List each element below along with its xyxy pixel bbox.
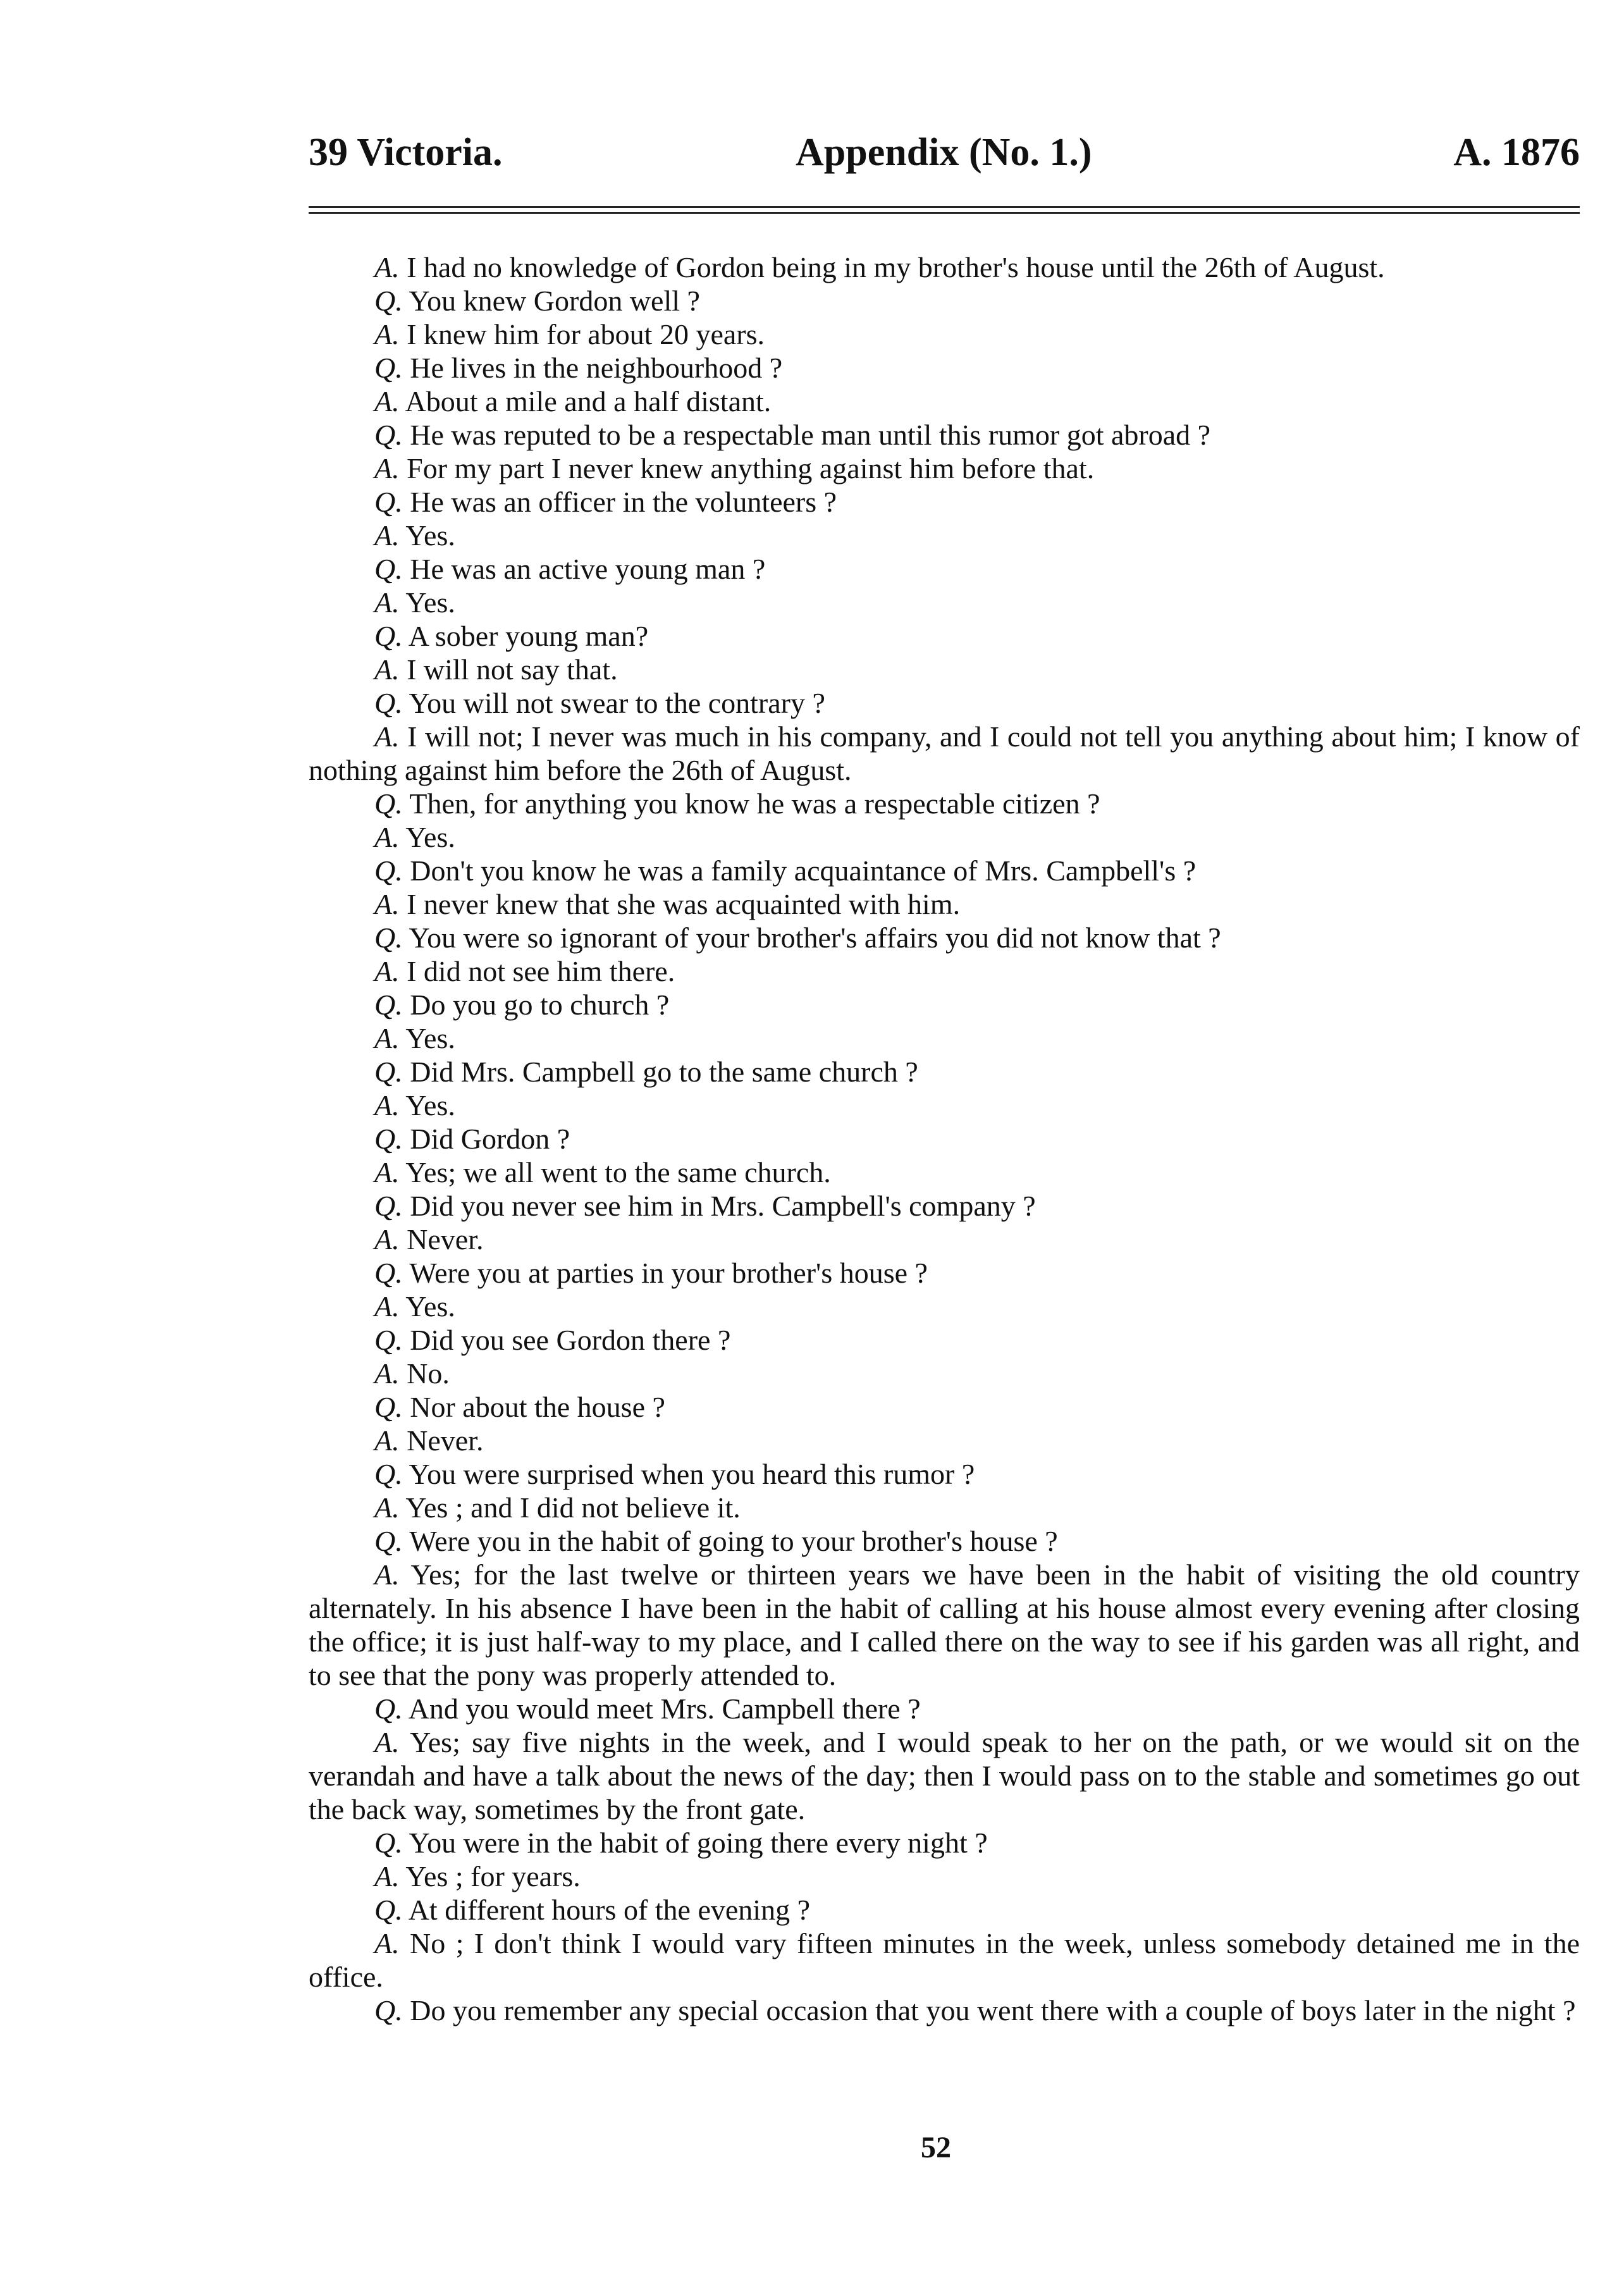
speaker-label: Q.: [374, 922, 403, 954]
question-line: [309, 1256, 1580, 1290]
utterance-text: Were you in the habit of going to your brother's house ?: [409, 1525, 1058, 1557]
speaker-label: A.: [374, 720, 400, 753]
utterance-text: Did Gordon ?: [410, 1123, 570, 1155]
answer-line: [309, 452, 1580, 485]
question-line: [309, 1323, 1580, 1357]
utterance-text: Yes.: [405, 1089, 455, 1121]
answer-line: [309, 1424, 1580, 1457]
header-session: 39 Victoria.: [309, 131, 503, 174]
answer-line: [309, 954, 1580, 988]
utterance-text: Do you remember any special occasion that you went there with a couple of boys later in the night ?: [410, 1994, 1576, 2026]
utterance-text: Yes.: [405, 821, 455, 853]
utterance-text: You will not swear to the contrary ?: [409, 687, 825, 719]
speaker-label: Q.: [374, 1123, 403, 1155]
speaker-label: Q.: [374, 352, 403, 384]
answer-line: [309, 1223, 1580, 1256]
answer-line: [309, 1156, 1580, 1189]
speaker-label: A.: [374, 888, 400, 920]
speaker-label: A.: [374, 1491, 400, 1524]
header-rule: [309, 206, 1580, 214]
utterance-text: At different hours of the evening ?: [408, 1894, 810, 1926]
question-line: [309, 552, 1580, 586]
question-line: [309, 1524, 1580, 1558]
utterance-text: No ; I don't think I would vary fifteen minutes in the week, unless somebody detained me in the office.: [309, 1927, 1580, 1993]
question-line: [309, 988, 1580, 1021]
question-line: [309, 1122, 1580, 1156]
speaker-label: Q.: [374, 285, 403, 317]
speaker-label: Q.: [374, 687, 403, 719]
speaker-label: A.: [374, 1357, 400, 1390]
testimony-body: [309, 250, 1580, 2027]
speaker-label: Q.: [374, 787, 403, 820]
question-line: [309, 686, 1580, 720]
utterance-text: You knew Gordon well ?: [409, 285, 700, 317]
answer-line: [309, 250, 1580, 284]
utterance-text: He lives in the neighbourhood ?: [410, 352, 783, 384]
utterance-text: You were surprised when you heard this rumor ?: [409, 1458, 975, 1490]
utterance-text: I had no knowledge of Gordon being in my brother's house until the 26th of August.: [407, 251, 1385, 283]
utterance-text: Yes.: [405, 519, 455, 552]
speaker-label: A.: [374, 1089, 400, 1121]
utterance-text: I will not; I never was much in his company, and I could not tell you anything about him; I know of nothing against him before the 26th of August.: [309, 720, 1580, 786]
speaker-label: A.: [374, 1223, 400, 1255]
speaker-label: Q.: [374, 553, 403, 585]
utterance-text: You were so ignorant of your brother's affairs you did not know that ?: [409, 922, 1221, 954]
utterance-text: Yes.: [405, 1022, 455, 1054]
question-line: [309, 485, 1580, 519]
utterance-text: I did not see him there.: [407, 955, 675, 987]
utterance-text: About a mile and a half distant.: [405, 385, 772, 417]
answer-line: [309, 586, 1580, 619]
speaker-label: A.: [374, 1558, 400, 1591]
header-appendix: Appendix (No. 1.): [796, 131, 1092, 174]
speaker-label: A.: [374, 653, 400, 686]
speaker-label: Q.: [374, 1525, 403, 1557]
speaker-label: Q.: [374, 1190, 403, 1222]
speaker-label: Q.: [374, 1391, 403, 1423]
speaker-label: A.: [374, 1860, 400, 1892]
speaker-label: A.: [374, 519, 400, 552]
answer-line: [309, 519, 1580, 552]
utterance-text: Nor about the house ?: [410, 1391, 665, 1423]
question-line: [309, 1055, 1580, 1089]
question-line: [309, 854, 1580, 887]
utterance-text: Yes ; for years.: [405, 1860, 581, 1892]
speaker-label: Q.: [374, 1827, 403, 1859]
answer-line: [309, 1491, 1580, 1524]
question-line: [309, 1994, 1580, 2027]
speaker-label: Q.: [374, 486, 403, 518]
answer-line: [309, 820, 1580, 854]
header-year: A. 1876: [1453, 131, 1580, 174]
speaker-label: A.: [374, 385, 400, 417]
utterance-text: I will not say that.: [407, 653, 618, 686]
speaker-label: A.: [374, 452, 400, 484]
speaker-label: A.: [374, 1424, 400, 1457]
speaker-label: A.: [374, 821, 400, 853]
question-line: [309, 1189, 1580, 1223]
utterance-text: Did Mrs. Campbell go to the same church ?: [410, 1056, 918, 1088]
utterance-text: A sober young man?: [408, 620, 649, 652]
page-number: 52: [921, 2131, 951, 2164]
question-line: [309, 619, 1580, 653]
speaker-label: Q.: [374, 620, 403, 652]
answer-line: [309, 1089, 1580, 1122]
question-line: [309, 418, 1580, 452]
utterance-text: Yes.: [405, 1290, 455, 1323]
question-line: [309, 787, 1580, 820]
answer-line: [309, 1021, 1580, 1055]
utterance-text: Do you go to church ?: [410, 989, 670, 1021]
answer-line: [309, 318, 1580, 351]
utterance-text: Yes.: [405, 586, 455, 619]
speaker-label: Q.: [374, 1056, 403, 1088]
speaker-label: Q.: [374, 419, 403, 451]
answer-line: [309, 887, 1580, 921]
page-header: [309, 124, 1580, 181]
answer-line: [309, 385, 1580, 418]
speaker-label: A.: [374, 1927, 400, 1959]
utterance-text: Did you see Gordon there ?: [410, 1324, 731, 1356]
speaker-label: Q.: [374, 1693, 403, 1725]
answer-line: [309, 1860, 1580, 1893]
speaker-label: A.: [374, 1022, 400, 1054]
answer-line: [309, 1558, 1580, 1692]
utterance-text: Were you at parties in your brother's house ?: [409, 1257, 928, 1289]
speaker-label: Q.: [374, 1994, 403, 2026]
speaker-label: Q.: [374, 1458, 403, 1490]
utterance-text: Never.: [407, 1424, 484, 1457]
utterance-text: Don't you know he was a family acquaintance of Mrs. Campbell's ?: [410, 854, 1196, 887]
speaker-label: Q.: [374, 1324, 403, 1356]
utterance-text: Yes ; and I did not believe it.: [405, 1491, 741, 1524]
utterance-text: He was an officer in the volunteers ?: [410, 486, 837, 518]
speaker-label: Q.: [374, 989, 403, 1021]
speaker-label: A.: [374, 586, 400, 619]
answer-line: [309, 1357, 1580, 1390]
question-line: [309, 284, 1580, 318]
utterance-text: No.: [407, 1357, 450, 1390]
answer-line: [309, 1927, 1580, 1994]
speaker-label: A.: [374, 1156, 400, 1188]
speaker-label: Q.: [374, 854, 403, 887]
answer-line: [309, 653, 1580, 686]
answer-line: [309, 720, 1580, 787]
utterance-text: Yes; we all went to the same church.: [405, 1156, 831, 1188]
utterance-text: I never knew that she was acquainted with him.: [407, 888, 961, 920]
question-line: [309, 351, 1580, 385]
utterance-text: Yes; for the last twelve or thirteen years we have been in the habit of visiting the old country alternately. In his absence I have been in the habit of calling at his house almost every evening after closing the office; it is just half-way to my place, and I called there on the way to see if his garden was all right, and to see that the pony was properly attended to.: [309, 1558, 1580, 1691]
utterance-text: Then, for anything you know he was a respectable citizen ?: [409, 787, 1100, 820]
utterance-text: Did you never see him in Mrs. Campbell's company ?: [410, 1190, 1036, 1222]
speaker-label: Q.: [374, 1894, 403, 1926]
answer-line: [309, 1725, 1580, 1826]
speaker-label: A.: [374, 1290, 400, 1323]
speaker-label: A.: [374, 318, 400, 350]
question-line: [309, 1457, 1580, 1491]
question-line: [309, 1893, 1580, 1927]
utterance-text: You were in the habit of going there every night ?: [409, 1827, 988, 1859]
speaker-label: A.: [374, 1726, 400, 1758]
utterance-text: And you would meet Mrs. Campbell there ?: [408, 1693, 921, 1725]
utterance-text: He was reputed to be a respectable man until this rumor got abroad ?: [410, 419, 1211, 451]
speaker-label: Q.: [374, 1257, 403, 1289]
answer-line: [309, 1290, 1580, 1323]
speaker-label: A.: [374, 955, 400, 987]
question-line: [309, 1390, 1580, 1424]
utterance-text: Yes; say five nights in the week, and I would speak to her on the path, or we would sit on the verandah and have a talk about the news of the day; then I would pass on to the stable and sometimes go out the back way, sometimes by the front gate.: [309, 1726, 1580, 1825]
utterance-text: For my part I never knew anything against him before that.: [407, 452, 1095, 484]
question-line: [309, 1826, 1580, 1860]
utterance-text: He was an active young man ?: [410, 553, 766, 585]
utterance-text: Never.: [407, 1223, 484, 1255]
question-line: [309, 1692, 1580, 1725]
question-line: [309, 921, 1580, 954]
speaker-label: A.: [374, 251, 400, 283]
utterance-text: I knew him for about 20 years.: [407, 318, 765, 350]
